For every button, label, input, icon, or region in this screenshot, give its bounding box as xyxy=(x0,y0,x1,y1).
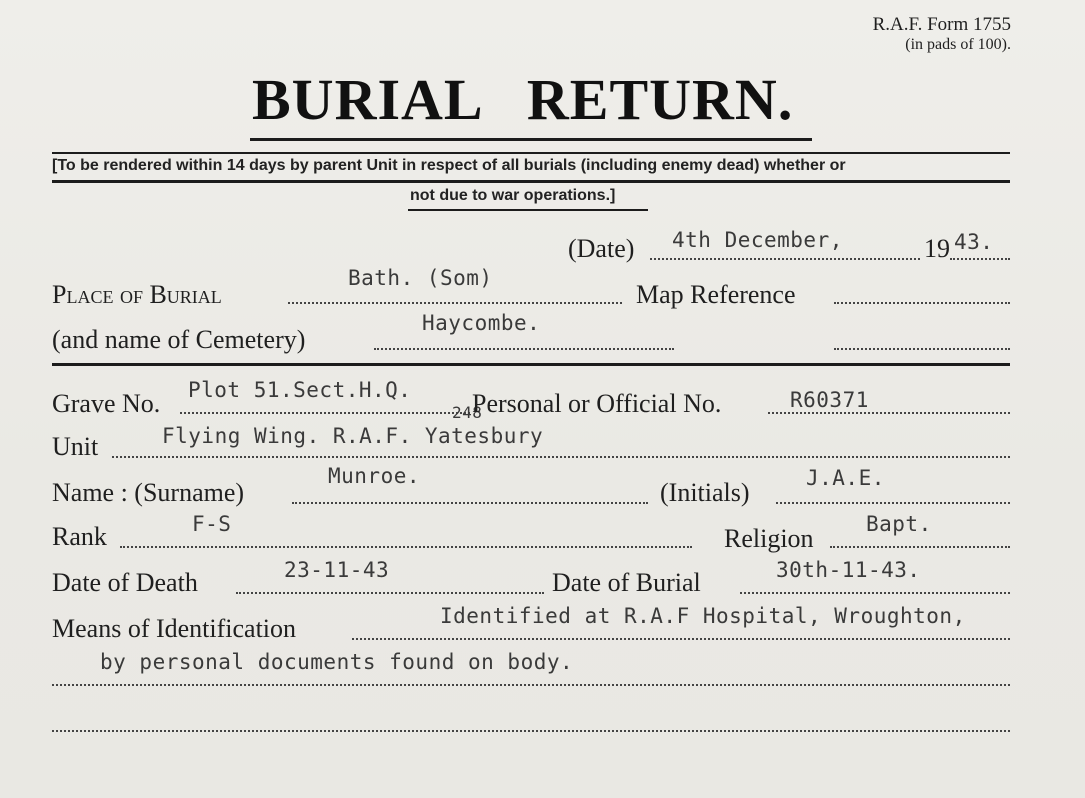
unit-dots xyxy=(112,456,1010,458)
initials-dots xyxy=(776,502,1010,504)
section-separator xyxy=(52,363,1010,366)
identification-dots-3 xyxy=(52,730,1010,732)
title-underline xyxy=(250,138,812,141)
date-label: (Date) xyxy=(568,234,635,263)
date-of-burial-value: 30th-11-43. xyxy=(776,558,921,582)
identification-dots xyxy=(352,638,1010,640)
initials-label: (Initials) xyxy=(660,478,750,507)
personal-no-dots xyxy=(768,412,1010,414)
religion-label: Religion xyxy=(724,524,814,553)
surname-label: Name : (Surname) xyxy=(52,478,245,507)
identification-value-line-2: by personal documents found on body. xyxy=(100,650,574,674)
surname-value: Munroe. xyxy=(328,464,421,488)
grave-no-dots xyxy=(180,412,470,414)
year-dots xyxy=(950,258,1010,260)
rank-value: F-S xyxy=(192,512,232,536)
place-of-burial-value: Bath. (Som) xyxy=(348,266,493,290)
instruction-top-rule xyxy=(52,152,1010,154)
form-number-block xyxy=(873,14,1011,54)
identification-label: Means of Identification xyxy=(52,614,297,643)
date-of-burial-label: Date of Burial xyxy=(552,568,701,597)
religion-value: Bapt. xyxy=(866,512,932,536)
grave-no-label: Grave No. xyxy=(52,389,161,418)
unit-value: Flying Wing. R.A.F. Yatesbury xyxy=(162,424,544,448)
form-title: BURIAL RETURN. xyxy=(252,67,794,132)
year-value: 43. xyxy=(954,230,994,254)
map-reference-dots xyxy=(834,302,1010,304)
instruction-bottom-rule xyxy=(408,209,648,211)
grave-no-value: Plot 51.Sect.H.Q. xyxy=(188,378,412,402)
date-dots xyxy=(650,258,920,260)
form-number: R.A.F. Form 1755 xyxy=(872,14,1011,35)
year-prefix: 19 xyxy=(924,234,950,263)
form-pads-note: (in pads of 100). xyxy=(905,35,1011,53)
identification-value-line-1: Identified at R.A.F Hospital, Wroughton, xyxy=(440,604,966,628)
date-of-burial-dots xyxy=(740,592,1010,594)
religion-dots xyxy=(830,546,1010,548)
place-of-burial-label: Place of Burial xyxy=(52,280,222,309)
instruction-mid-rule xyxy=(52,180,1010,183)
cemetery-dots xyxy=(374,348,674,350)
identification-dots-2 xyxy=(52,684,1010,686)
map-reference-label: Map Reference xyxy=(636,280,796,309)
unit-label: Unit xyxy=(52,432,99,461)
date-value: 4th December, xyxy=(672,228,843,252)
map-reference-dots-2 xyxy=(834,348,1010,350)
personal-no-label: Personal or Official No. xyxy=(472,389,722,418)
instruction-line-2: not due to war operations.] xyxy=(410,187,616,204)
date-of-death-dots xyxy=(236,592,544,594)
date-of-death-label: Date of Death xyxy=(52,568,198,597)
cemetery-value: Haycombe. xyxy=(422,311,541,335)
instruction-line-1: [To be rendered within 14 days by parent Unit in respect of all burials (including enemy dead) whether or xyxy=(52,157,846,174)
rank-dots xyxy=(120,546,692,548)
surname-dots xyxy=(292,502,648,504)
grave-no-extra: 248 xyxy=(452,403,483,422)
cemetery-label: (and name of Cemetery) xyxy=(52,325,306,354)
rank-label: Rank xyxy=(52,522,107,551)
initials-value: J.A.E. xyxy=(806,466,885,490)
personal-no-value: R60371 xyxy=(790,388,869,412)
place-of-burial-dots xyxy=(288,302,622,304)
date-of-death-value: 23-11-43 xyxy=(284,558,390,582)
